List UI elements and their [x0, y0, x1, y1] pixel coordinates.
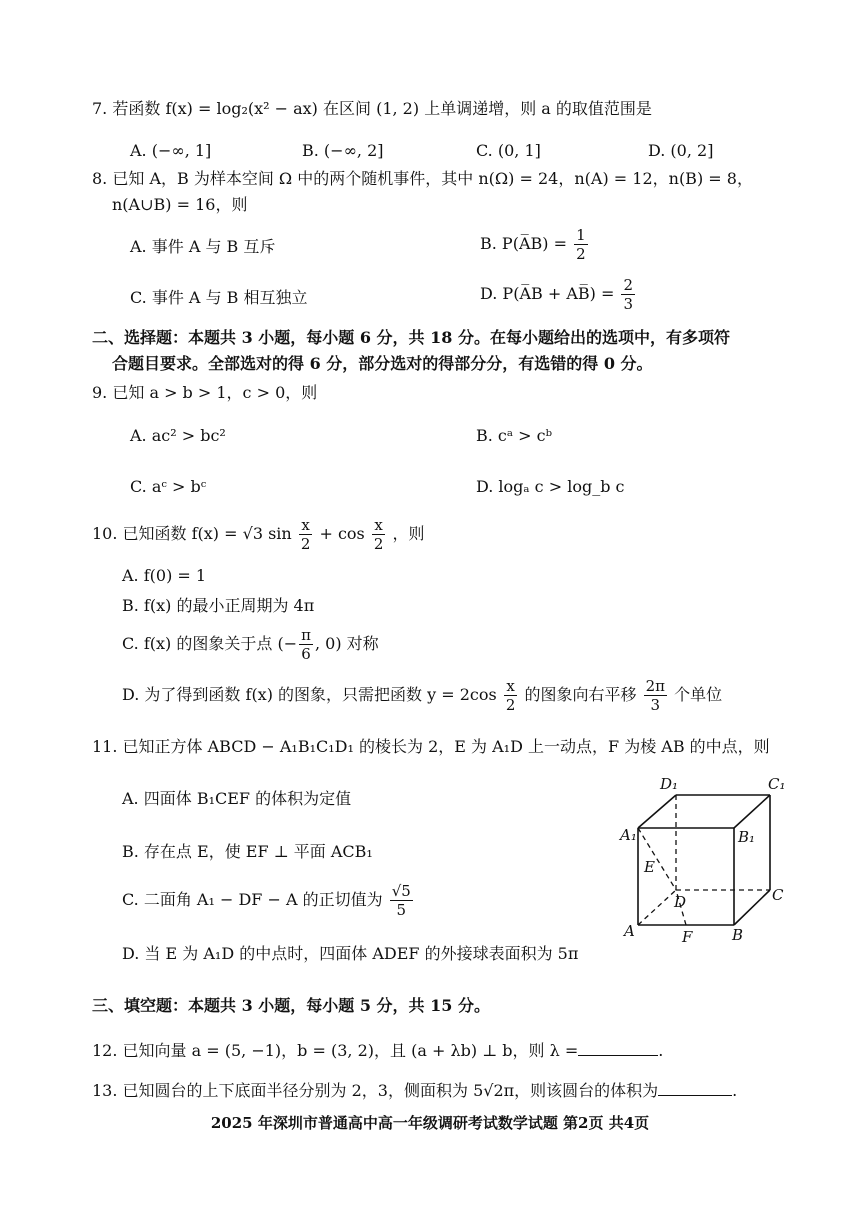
section-2-heading: 二、选择题：本题共 3 小题，每小题 6 分，共 18 分。在每小题给出的选项中，有多项符 [92, 328, 730, 347]
q8-option-d-text: D. P(A̅B + AB̅) = [480, 284, 615, 303]
q10-option-b: B. f(x) 的最小正周期为 4π [122, 596, 315, 615]
q10-option-d-suffix: 个单位 [674, 685, 723, 704]
q13-end: . [732, 1081, 738, 1100]
q11-option-c [122, 882, 415, 919]
fraction-denominator: 5 [396, 901, 407, 919]
q10-stem [92, 516, 425, 553]
section-3-heading: 三、填空题：本题共 3 小题，每小题 5 分，共 15 分。 [92, 996, 490, 1015]
cube-figure [612, 770, 796, 950]
q7-option-c: C. (0, 1] [476, 141, 541, 160]
q10-option-a: A. f(0) = 1 [122, 566, 207, 585]
label-f: F [682, 928, 693, 946]
label-b: B [732, 926, 744, 944]
edge-a-d-hidden [638, 890, 676, 925]
q10-option-c [122, 626, 379, 663]
q10-option-c-fraction [299, 626, 313, 663]
q8-stem-line2: n(A∪B) = 16，则 [112, 195, 248, 214]
q13-stem-text: 13. 已知圆台的上下底面半径分别为 2，3，侧面积为 5√2π，则该圆台的体积为 [92, 1081, 659, 1100]
fraction-denominator: 6 [301, 645, 311, 663]
q11-option-a: A. 四面体 B₁CEF 的体积为定值 [122, 789, 352, 808]
fraction-denominator: 2 [373, 535, 384, 553]
q12-stem [92, 1040, 663, 1062]
fraction-numerator: √5 [391, 882, 411, 900]
label-d: D [674, 893, 687, 911]
q8-option-b-text: B. P(A̅B) = [480, 234, 567, 253]
q11-stem: 11. 已知正方体 ABCD − A₁B₁C₁D₁ 的棱长为 2，E 为 A₁D 上一动点，F 为棱 AB 的中点，则 [92, 737, 770, 756]
q8-stem-line1: 8. 已知 A，B 为样本空间 Ω 中的两个随机事件，其中 n(Ω) = 24，n(A) = 12，n(B) = 8， [92, 169, 753, 188]
q8-option-b [480, 226, 590, 263]
fraction-denominator: 2 [300, 535, 311, 553]
edge-a1-d1 [638, 795, 676, 828]
page-footer: 2025 年深圳市普通高中高一年级调研考试数学试题 第2页 共4页 [210, 1114, 650, 1132]
q9-option-c: C. aᶜ > bᶜ [130, 477, 207, 496]
q10-option-d [122, 677, 722, 714]
q9-option-b: B. cᵃ > cᵇ [476, 426, 552, 445]
q10-stem-prefix: 10. 已知函数 f(x) = √3 sin [92, 524, 292, 543]
q7-option-d: D. (0, 2] [648, 141, 714, 160]
label-a: A [624, 922, 635, 940]
fraction-numerator: 2π [645, 677, 665, 695]
q11-option-b: B. 存在点 E，使 EF ⊥ 平面 ACB₁ [122, 842, 373, 861]
q13-stem [92, 1080, 737, 1102]
q8-option-c: C. 事件 A 与 B 相互独立 [130, 288, 308, 307]
q10-option-d-fraction-1 [504, 677, 518, 714]
q7-stem: 7. 若函数 f(x) = log₂(x² − ax) 在区间 (1, 2) 上单调递增，则 a 的取值范围是 [92, 99, 652, 118]
fraction-numerator: x [374, 516, 383, 534]
q8-option-d [480, 276, 637, 313]
q10-fraction-1 [299, 516, 313, 553]
fraction-numerator: π [301, 626, 311, 644]
fraction-denominator: 3 [623, 295, 634, 313]
edge-b-c [734, 890, 770, 925]
label-e: E [644, 858, 655, 876]
q8-option-d-fraction [621, 276, 635, 313]
fraction-denominator: 2 [576, 245, 586, 263]
fraction-numerator: x [301, 516, 310, 534]
q9-option-a: A. ac² > bc² [130, 426, 226, 445]
q11-option-d: D. 当 E 为 A₁D 的中点时，四面体 ADEF 的外接球表面积为 5π [122, 944, 579, 963]
q8-option-a: A. 事件 A 与 B 互斥 [130, 237, 276, 256]
q9-option-d: D. logₐ c > log_b c [476, 477, 625, 496]
fraction-numerator: 1 [576, 226, 586, 244]
label-c1: C₁ [768, 775, 786, 793]
q7-option-b: B. (−∞, 2] [302, 141, 384, 160]
q10-option-d-fraction-2 [644, 677, 667, 714]
label-b1: B₁ [738, 828, 756, 846]
q12-stem-text: 12. 已知向量 a = (5, −1)，b = (3, 2)，且 (a + λb) ⊥ b，则 λ = [92, 1041, 579, 1060]
q13-answer-blank[interactable] [658, 1095, 732, 1096]
q9-stem: 9. 已知 a > b > 1，c > 0，则 [92, 383, 318, 402]
fraction-numerator: 2 [623, 276, 634, 294]
section-2-instructions: 合题目要求。全部选对的得 6 分，部分选对的得部分分，有选错的得 0 分。 [112, 354, 653, 373]
fraction-denominator: 2 [505, 696, 516, 714]
q10-option-d-text: D. 为了得到函数 f(x) 的图象，只需把函数 y = 2cos [122, 685, 497, 704]
label-a1: A₁ [620, 826, 637, 844]
q10-fraction-2 [372, 516, 386, 553]
q7-option-a: A. (−∞, 1] [130, 141, 212, 160]
q10-option-c-text: C. f(x) 的图象关于点 (− [122, 634, 298, 653]
fraction-denominator: 3 [650, 696, 661, 714]
q12-end: . [658, 1041, 664, 1060]
q8-option-b-fraction [574, 226, 588, 263]
edge-b1-c1 [734, 795, 770, 828]
q12-answer-blank[interactable] [578, 1055, 658, 1056]
label-d1: D₁ [660, 775, 679, 793]
q10-stem-mid: + cos [319, 524, 365, 543]
q11-option-c-text: C. 二面角 A₁ − DF − A 的正切值为 [122, 890, 383, 909]
q10-option-c-suffix: , 0) 对称 [314, 634, 379, 653]
q10-option-d-mid: 的图象向右平移 [524, 685, 637, 704]
q11-option-c-fraction [390, 882, 413, 919]
label-c: C [772, 886, 784, 904]
fraction-numerator: x [506, 677, 515, 695]
q10-stem-suffix: ，则 [392, 524, 425, 543]
